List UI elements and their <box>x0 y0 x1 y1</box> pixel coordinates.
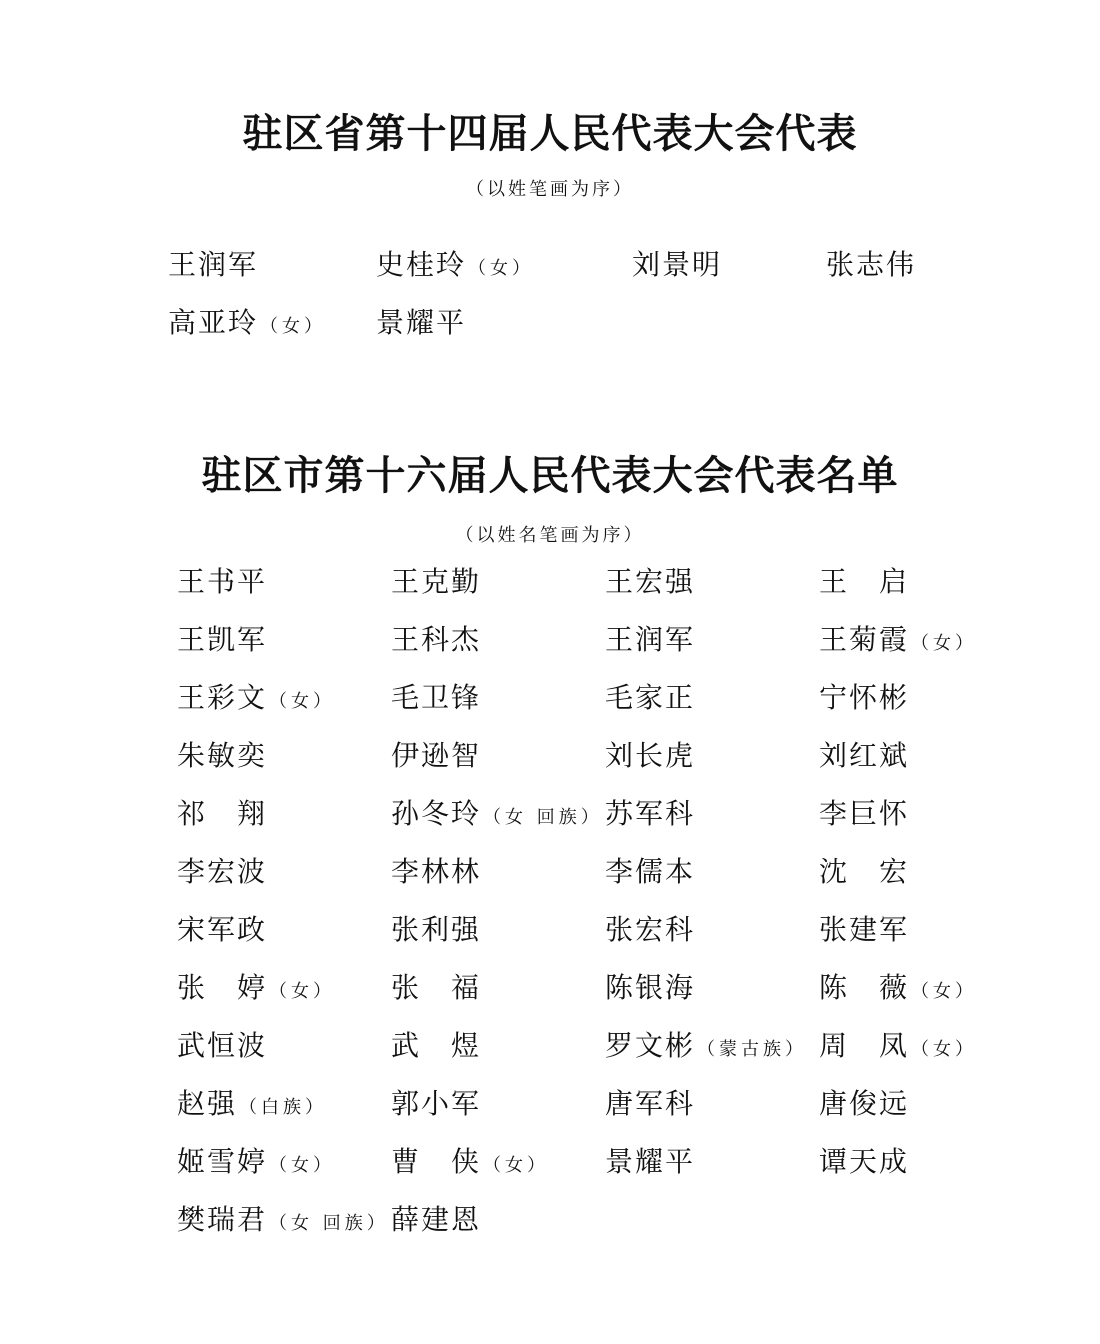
name-row <box>168 236 966 294</box>
name-row <box>177 1133 979 1191</box>
name-entry <box>391 855 605 889</box>
representative-name: 姬雪婷 <box>177 1145 268 1178</box>
name-row <box>177 611 979 669</box>
representative-name: 王科杰 <box>391 623 482 656</box>
name-entry <box>391 1203 605 1237</box>
representative-name: 沈 宏 <box>819 855 910 888</box>
representative-name: 毛家正 <box>605 681 696 714</box>
representative-name: 郭小军 <box>391 1087 482 1120</box>
representative-name: 王凯军 <box>177 623 268 656</box>
representative-note: （女） <box>468 258 535 279</box>
name-entry <box>177 1145 391 1179</box>
representative-name: 祁 翔 <box>177 797 268 830</box>
name-entry <box>819 565 979 599</box>
representative-name: 罗文彬 <box>605 1029 696 1062</box>
name-entry <box>376 306 632 340</box>
name-row <box>177 553 979 611</box>
name-row <box>177 843 979 901</box>
representative-name: 李林林 <box>391 855 482 888</box>
representative-name: 曹 侠 <box>391 1145 482 1178</box>
representative-name: 刘景明 <box>632 248 723 281</box>
representative-name: 孙冬玲 <box>391 797 482 830</box>
name-entry <box>177 565 391 599</box>
name-entry <box>391 1145 605 1179</box>
name-entry <box>177 1029 391 1063</box>
name-row <box>177 959 979 1017</box>
name-row <box>177 785 979 843</box>
name-entry <box>819 739 979 773</box>
name-entry <box>177 1087 391 1121</box>
name-entry <box>605 1029 819 1063</box>
name-entry <box>819 1145 979 1179</box>
name-entry <box>391 913 605 947</box>
representative-name: 张宏科 <box>605 913 696 946</box>
representative-name: 王润军 <box>605 623 696 656</box>
representative-name: 王润军 <box>168 248 259 281</box>
name-entry <box>391 1029 605 1063</box>
name-entry <box>605 855 819 889</box>
representative-name: 刘红斌 <box>819 739 910 772</box>
representative-name: 景耀平 <box>376 306 467 339</box>
representative-note: （白族） <box>239 1097 328 1118</box>
name-entry <box>177 623 391 657</box>
representative-note: （女） <box>269 1155 336 1176</box>
name-entry <box>819 971 979 1005</box>
name-entry <box>819 855 979 889</box>
name-entry <box>819 797 979 831</box>
representative-note: （女） <box>483 1155 550 1176</box>
section1-name-list <box>168 236 966 352</box>
representative-note: （女 回族） <box>269 1213 389 1234</box>
name-row <box>177 901 979 959</box>
name-row <box>177 669 979 727</box>
representative-name: 陈银海 <box>605 971 696 1004</box>
representative-name: 谭天成 <box>819 1145 910 1178</box>
name-entry <box>819 1029 979 1063</box>
representative-name: 苏军科 <box>605 797 696 830</box>
representative-name: 王菊霞 <box>819 623 910 656</box>
name-entry <box>391 1087 605 1121</box>
name-row <box>177 1075 979 1133</box>
name-entry <box>177 681 391 715</box>
name-entry <box>605 913 819 947</box>
name-entry <box>391 797 605 831</box>
representative-name: 唐军科 <box>605 1087 696 1120</box>
representative-name: 毛卫锋 <box>391 681 482 714</box>
representative-name: 张建军 <box>819 913 910 946</box>
section2-title: 驻区市第十六届人民代表大会代表名单 <box>201 452 899 499</box>
name-row <box>168 294 966 352</box>
name-entry <box>605 565 819 599</box>
representative-name: 朱敏奕 <box>177 739 268 772</box>
representative-note: （女） <box>911 1039 978 1060</box>
representative-name: 武恒波 <box>177 1029 268 1062</box>
representative-name: 王书平 <box>177 565 268 598</box>
name-entry <box>391 623 605 657</box>
representative-name: 景耀平 <box>605 1145 696 1178</box>
representative-name: 赵强 <box>177 1087 238 1120</box>
representative-name: 王彩文 <box>177 681 268 714</box>
representative-note: （女） <box>269 691 336 712</box>
name-row <box>177 727 979 785</box>
name-entry <box>391 565 605 599</box>
name-entry <box>177 971 391 1005</box>
name-entry <box>605 1087 819 1121</box>
representative-name: 高亚玲 <box>168 306 259 339</box>
representative-note: （女） <box>260 316 327 337</box>
representative-note: （蒙古族） <box>697 1039 808 1060</box>
name-entry <box>391 739 605 773</box>
representative-note: （女） <box>911 981 978 1002</box>
representative-name: 薛建恩 <box>391 1203 482 1236</box>
representative-name: 王克勤 <box>391 565 482 598</box>
name-entry <box>819 913 979 947</box>
representative-name: 李巨怀 <box>819 797 910 830</box>
name-row <box>177 1191 979 1249</box>
representative-name: 陈 薇 <box>819 971 910 1004</box>
name-row <box>177 1017 979 1075</box>
representative-name: 张 婷 <box>177 971 268 1004</box>
name-entry <box>168 248 376 282</box>
representative-note: （女 回族） <box>483 807 603 828</box>
name-entry <box>168 306 376 340</box>
name-entry <box>605 681 819 715</box>
name-entry <box>391 681 605 715</box>
name-entry <box>376 248 632 282</box>
representative-name: 周 凤 <box>819 1029 910 1062</box>
name-entry <box>177 913 391 947</box>
representative-name: 樊瑞君 <box>177 1203 268 1236</box>
representative-name: 刘长虎 <box>605 739 696 772</box>
representative-name: 宋军政 <box>177 913 268 946</box>
name-entry <box>605 971 819 1005</box>
name-entry <box>819 1087 979 1121</box>
representative-name: 唐俊远 <box>819 1087 910 1120</box>
representative-name: 张利强 <box>391 913 482 946</box>
representative-name: 史桂玲 <box>376 248 467 281</box>
name-entry <box>605 797 819 831</box>
section2-subtitle: （以姓名笔画为序） <box>455 525 645 546</box>
name-entry <box>605 623 819 657</box>
name-entry <box>605 739 819 773</box>
representative-name: 王宏强 <box>605 565 696 598</box>
representative-name: 武 煜 <box>391 1029 482 1062</box>
name-entry <box>819 623 979 657</box>
name-entry <box>177 797 391 831</box>
name-entry <box>826 248 966 282</box>
section1-title: 驻区省第十四届人民代表大会代表 <box>242 110 858 157</box>
section2-name-list <box>177 553 979 1249</box>
name-entry <box>632 248 826 282</box>
representative-name: 李儒本 <box>605 855 696 888</box>
representative-name: 张 福 <box>391 971 482 1004</box>
name-entry <box>819 681 979 715</box>
representative-note: （女） <box>911 633 978 654</box>
representative-name: 宁怀彬 <box>819 681 910 714</box>
representative-name: 王 启 <box>819 565 910 598</box>
representative-name: 张志伟 <box>826 248 917 281</box>
section1-subtitle: （以姓笔画为序） <box>466 179 634 200</box>
name-entry <box>177 739 391 773</box>
representative-name: 伊逊智 <box>391 739 482 772</box>
name-entry <box>177 855 391 889</box>
name-entry <box>605 1145 819 1179</box>
representative-note: （女） <box>269 981 336 1002</box>
name-entry <box>177 1203 391 1237</box>
representative-name: 李宏波 <box>177 855 268 888</box>
name-entry <box>391 971 605 1005</box>
